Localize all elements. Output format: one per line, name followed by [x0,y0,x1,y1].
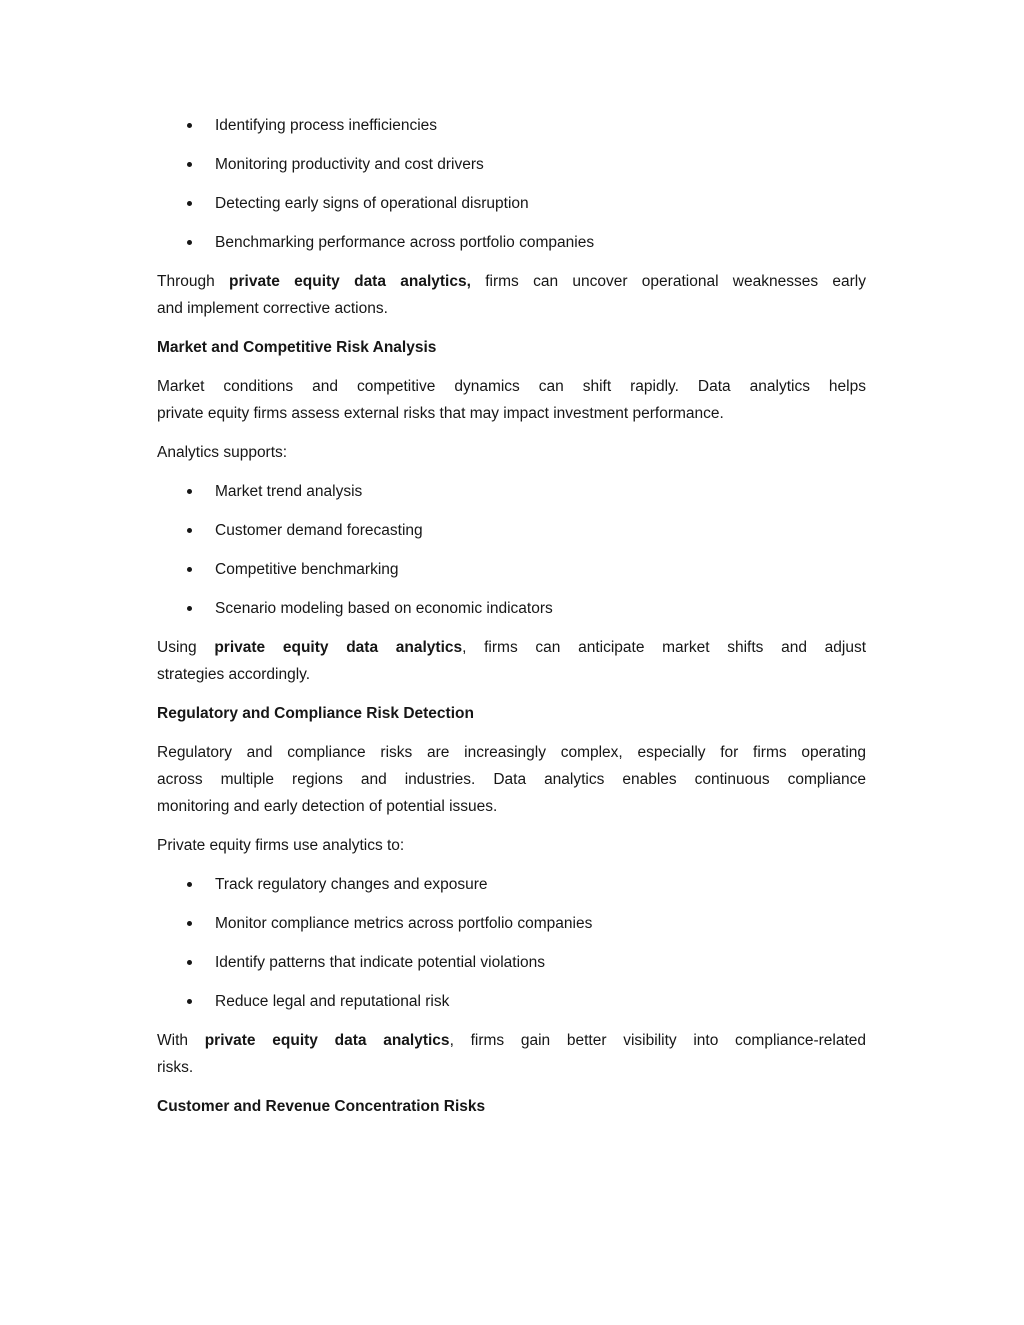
bullet-icon [187,882,192,887]
list-item-text: Identifying process inefficiencies [215,117,438,134]
section-heading: Regulatory and Compliance Risk Detection [157,705,474,722]
paragraph [157,1027,866,1081]
bullet-icon [187,567,192,572]
text-run: With [157,1032,205,1049]
list-item [157,190,866,217]
paragraph-line [157,1027,866,1054]
bullet-list [157,478,866,622]
list-item [157,556,866,583]
list-item [157,988,866,1015]
bullet-icon [187,123,192,128]
section-heading: Customer and Revenue Concentration Risks [157,1098,486,1115]
paragraph-line [157,634,866,661]
paragraph [157,832,866,859]
list-item [157,910,866,937]
list-item [157,517,866,544]
bullet-icon [187,921,192,926]
bullet-icon [187,528,192,533]
list-item-text: Track regulatory changes and exposure [215,876,488,893]
text-run: monitoring and early detection of potential issues. [157,798,498,815]
text-run: Analytics supports: [157,444,288,461]
bullet-icon [187,240,192,245]
text-run: Using [157,639,215,656]
section-heading: Market and Competitive Risk Analysis [157,339,437,356]
list-item-text: Market trend analysis [215,483,363,500]
paragraph-line [157,832,866,859]
text-run: and implement corrective actions. [157,300,388,317]
list-item [157,595,866,622]
list-item [157,871,866,898]
paragraph [157,373,866,427]
paragraph [157,739,866,820]
text-run: across multiple regions and industries. Data analytics enables continuous compliance [157,771,866,788]
paragraph-line [157,739,866,766]
bullet-icon [187,162,192,167]
text-run: private equity firms assess external risks that may impact investment performance. [157,405,724,422]
list-item-text: Identify patterns that indicate potential violations [215,954,546,971]
bullet-list [157,871,866,1015]
list-item-text: Detecting early signs of operational disruption [215,195,529,212]
list-item-text: Reduce legal and reputational risk [215,993,450,1010]
list-item-text: Competitive benchmarking [215,561,399,578]
document-content [157,112,866,1120]
paragraph-line [157,661,866,688]
text-run: , firms can anticipate market shifts and adjust [462,639,867,656]
bullet-icon [187,999,192,1004]
bullet-icon [187,960,192,965]
paragraph [157,439,866,466]
paragraph-line [157,268,866,295]
list-item [157,478,866,505]
text-run: Private equity firms use analytics to: [157,837,405,854]
text-run: risks. [157,1059,194,1076]
text-run: Market conditions and competitive dynamics can shift rapidly. Data analytics helps [157,378,866,395]
text-run: , firms gain better visibility into compliance-related [449,1032,867,1049]
text-run: Regulatory and compliance risks are increasingly complex, especially for firms operating [157,744,866,761]
bold-text: private equity data analytics, [229,273,471,290]
list-item-text: Monitoring productivity and cost drivers [215,156,484,173]
paragraph-line [157,295,866,322]
paragraph [157,634,866,688]
bullet-icon [187,201,192,206]
bullet-icon [187,606,192,611]
bold-text: private equity data analytics [214,639,463,656]
list-item [157,949,866,976]
list-item [157,151,866,178]
bullet-list [157,112,866,256]
text-run: firms can uncover operational weaknesses early [470,273,866,290]
list-item [157,112,866,139]
bold-text: private equity data analytics [204,1032,450,1049]
list-item-text: Benchmarking performance across portfolio companies [215,234,595,251]
text-run: strategies accordingly. [157,666,311,683]
bullet-icon [187,489,192,494]
paragraph-line [157,373,866,400]
list-item [157,229,866,256]
paragraph-line [157,793,866,820]
paragraph-line [157,400,866,427]
text-run: Through [157,273,230,290]
paragraph-line [157,439,866,466]
paragraph-line [157,1054,866,1081]
list-item-text: Scenario modeling based on economic indicators [215,600,553,617]
list-item-text: Customer demand forecasting [215,522,423,539]
paragraph-line [157,766,866,793]
paragraph [157,268,866,322]
list-item-text: Monitor compliance metrics across portfolio companies [215,915,593,932]
